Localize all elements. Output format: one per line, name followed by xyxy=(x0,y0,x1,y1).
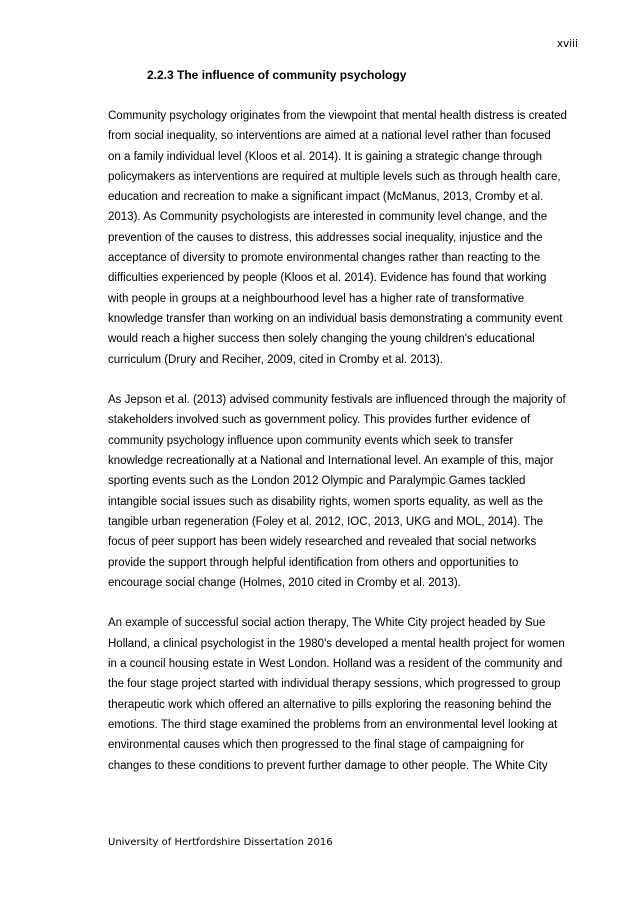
text-line: on a family individual level (Kloos et al. 2014). It is gaining a strategic change through xyxy=(108,150,543,163)
paragraph xyxy=(108,613,578,775)
text-line: prevention of the causes to distress, this addresses social inequality, injustice and the xyxy=(108,231,543,244)
body-text xyxy=(108,106,578,796)
text-line: from social inequality, so interventions are aimed at a national level rather than focused xyxy=(108,130,551,143)
paragraph xyxy=(108,390,578,593)
text-line: Community psychology originates from the viewpoint that mental health distress is created xyxy=(108,110,567,122)
text-line: sporting events such as the London 2012 Olympic and Paralympic Games tackled xyxy=(108,475,526,488)
text-line: the four stage project started with individual therapy sessions, which progressed to group xyxy=(108,678,561,691)
text-line: An example of successful social action therapy, The White City project headed by Sue xyxy=(108,617,546,630)
text-line: encourage social change (Holmes, 2010 cited in Cromby et al. 2013). xyxy=(108,576,461,589)
text-line: with people in groups at a neighbourhood level has a higher rate of transformative xyxy=(108,292,525,305)
text-line: stakeholders involved such as government policy. This provides further evidence of xyxy=(108,414,531,427)
text-line: community psychology influence upon community events which seek to transfer xyxy=(108,434,514,447)
text-line: 2013). As Community psychologists are interested in community level change, and the xyxy=(108,211,548,224)
paragraph xyxy=(108,106,578,370)
footer: University of Hertfordshire Dissertation 2016 xyxy=(108,837,333,848)
text-line: changes to these conditions to prevent further damage to other people. The White City xyxy=(108,759,548,772)
text-line: focus of peer support has been widely researched and revealed that social networks xyxy=(108,536,537,549)
text-line: curriculum (Drury and Reciher, 2009, cited in Cromby et al. 2013). xyxy=(108,353,443,366)
text-line: knowledge transfer than working on an individual basis demonstrating a community event xyxy=(108,312,563,325)
text-line: As Jepson et al. (2013) advised community festivals are influenced through the majority of xyxy=(108,394,566,407)
text-line: knowledge recreationally at a National and International level. An example of this, major xyxy=(108,455,554,468)
text-line: education and recreation to make a significant impact (McManus, 2013, Cromby et al. xyxy=(108,191,544,204)
section-heading: 2.2.3 The influence of community psychology xyxy=(147,68,407,82)
text-line: tangible urban regeneration (Foley et al. 2012, IOC, 2013, UKG and MOL, 2014). The xyxy=(108,515,544,528)
text-line: acceptance of diversity to promote environmental changes rather than reacting to the xyxy=(108,252,541,265)
text-line: in a council housing estate in West London. Holland was a resident of the community and xyxy=(108,658,563,671)
text-line: emotions. The third stage examined the problems from an environmental level looking at xyxy=(108,718,558,731)
text-line: provide the support through helpful identification from others and opportunities to xyxy=(108,556,519,569)
text-line: intangible social issues such as disability rights, women sports equality, as well as the xyxy=(108,495,544,508)
text-line: environmental causes which then progressed to the final stage of campaigning for xyxy=(108,739,525,752)
page-number: xviii xyxy=(556,38,578,50)
text-line: policymakers as interventions are required at multiple levels such as through health care, xyxy=(108,170,561,183)
text-line: therapeutic work which offered an alternative to pills exploring the reasoning behind the xyxy=(108,698,552,711)
text-line: Holland, a clinical psychologist in the 1980's developed a mental health project for women xyxy=(108,637,565,650)
text-line: difficulties experienced by people (Kloos et al. 2014). Evidence has found that working xyxy=(108,272,547,285)
text-line: would reach a higher success then solely changing the young children's educational xyxy=(108,333,535,346)
